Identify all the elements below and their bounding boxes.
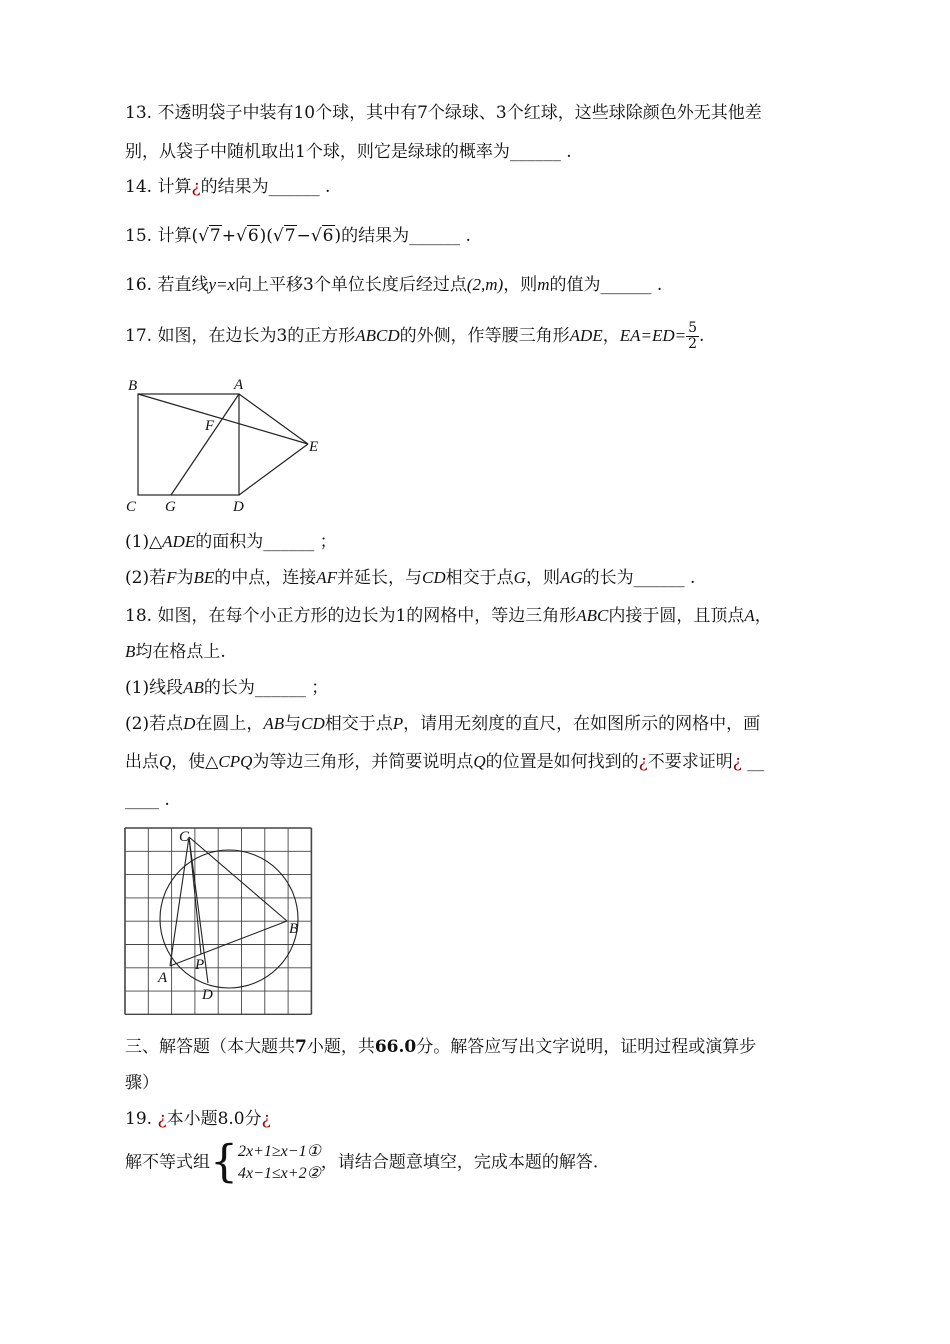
q19-title bbox=[125, 1107, 271, 1131]
q17-p1c: 的面积为______ ； bbox=[195, 532, 337, 552]
q13-line2: 别，从袋子中随机取出1个球，则它是绿球的概率为______ . bbox=[125, 142, 572, 162]
q15-a2: 7 bbox=[284, 226, 296, 246]
q19-post: ，请结合题意填空，完成本题的解答. bbox=[320, 1152, 599, 1173]
q18-p3a: 出点 bbox=[125, 752, 159, 772]
q18-part2-line3: ____ . bbox=[125, 790, 170, 810]
q18-line-AB bbox=[170, 921, 287, 966]
q17-p2CD: CD bbox=[422, 568, 446, 587]
q18-p2h: P bbox=[392, 714, 404, 733]
q18-line1 bbox=[125, 604, 772, 628]
q19-brace-icon: { bbox=[210, 1136, 238, 1188]
q19-ineq2: 4x−1≤x+2② bbox=[238, 1164, 321, 1182]
q18-p3f: Q bbox=[473, 752, 486, 771]
q15: 15. 计算(√7+√6)(√7−√6)的结果为______ . bbox=[125, 226, 471, 246]
q17-p2G: G bbox=[513, 568, 526, 587]
q18-p3i: 不要求证明 bbox=[647, 752, 733, 772]
q17-eq: EA=ED= bbox=[619, 326, 687, 345]
q18-p1a: (1)线段 bbox=[125, 678, 184, 698]
q17-t1: 17. 如图，在边长为3的正方形 bbox=[125, 326, 356, 346]
q18-p2e: 与 bbox=[284, 714, 302, 734]
q17-sq: ABCD bbox=[355, 326, 400, 345]
q14-before: 14. 计算 bbox=[125, 177, 192, 197]
q16-var: m bbox=[537, 275, 550, 294]
q17-t3: ， bbox=[602, 326, 620, 346]
q18-part2-line2 bbox=[125, 750, 764, 774]
q17-line-BE bbox=[138, 394, 308, 444]
q18-line-CA bbox=[170, 837, 189, 966]
s3-d: 66.0 bbox=[374, 1037, 417, 1057]
q17-p2F: F bbox=[166, 568, 177, 587]
q19-d: ¿ bbox=[261, 1109, 271, 1129]
q19-pre: 解不等式组 bbox=[125, 1152, 210, 1173]
q18-grid bbox=[125, 828, 311, 1014]
q18-label-C: C bbox=[179, 829, 190, 845]
section3-heading-line2: 骤） bbox=[125, 1073, 159, 1093]
q18-p2i: ，请用无刻度的直尺，在如图所示的网格中，画 bbox=[403, 714, 761, 734]
q19-system bbox=[125, 1136, 599, 1188]
q17-p1b: ADE bbox=[162, 532, 196, 551]
q16-t1: 16. 若直线 bbox=[125, 275, 209, 295]
q15-b1: 6 bbox=[247, 226, 259, 246]
q18-label-P: P bbox=[195, 957, 205, 973]
q18-p2g: 相交于点 bbox=[324, 714, 393, 734]
q18-p1c: 的长为______ ； bbox=[203, 678, 329, 698]
q15-a1: 7 bbox=[209, 226, 221, 246]
q18-p1b: AB bbox=[183, 678, 204, 697]
q17-figure bbox=[120, 372, 340, 518]
q18-part2 bbox=[125, 712, 760, 736]
q17-p2f: ，则 bbox=[525, 568, 560, 588]
q17-part2 bbox=[125, 566, 695, 590]
q15-num: 15. 计算 bbox=[125, 226, 192, 246]
section3-heading bbox=[125, 1035, 756, 1059]
q18-l1d: A bbox=[744, 606, 755, 625]
q18-label-B: B bbox=[289, 921, 299, 937]
q19-b: ¿ bbox=[157, 1109, 167, 1129]
q18-p3j: ¿ bbox=[732, 752, 742, 772]
q18-p3g: 的位置是如何找到的 bbox=[485, 752, 639, 772]
q17-t2: 的外侧，作等腰三角形 bbox=[399, 326, 570, 346]
q18-p3k: __ bbox=[741, 752, 765, 772]
q17-den: 2 bbox=[688, 336, 697, 352]
q14-after: 的结果为______ . bbox=[200, 177, 331, 197]
q17-label-C: C bbox=[126, 499, 137, 515]
s3-b: 7 bbox=[295, 1037, 307, 1057]
q16-t2: 向上平移3个单位长度后经过点 bbox=[235, 275, 467, 295]
q15-tail: 的结果为______ . bbox=[341, 226, 471, 246]
q17-p2b: 为 bbox=[176, 568, 194, 588]
q17-label-D: D bbox=[233, 499, 244, 515]
q16-eq: y=x bbox=[208, 275, 236, 294]
q18-label-D: D bbox=[202, 987, 213, 1003]
q18-line-CB bbox=[189, 837, 287, 921]
q18-p2c: 在圆上， bbox=[195, 714, 264, 734]
q18-l2b: 均在格点上. bbox=[135, 642, 226, 662]
q17-p1a: (1)△ bbox=[125, 532, 163, 552]
q17-label-A: A bbox=[234, 377, 244, 393]
q17-num: 5 bbox=[688, 320, 697, 336]
q17-part1 bbox=[125, 530, 337, 554]
q19-ineq1: 2x+1≥x−1① bbox=[238, 1142, 321, 1160]
q17-p2BE: BE bbox=[193, 568, 215, 587]
q18-line2 bbox=[125, 640, 226, 664]
q16-t3: ，则 bbox=[503, 275, 538, 295]
q19-inequalities bbox=[238, 1141, 321, 1185]
q17-p2a: (2)若 bbox=[125, 568, 167, 588]
q19-c: 本小题8.0分 bbox=[166, 1109, 262, 1129]
s3-a: 三、解答题（本大题共 bbox=[125, 1037, 295, 1057]
q17-line-DE bbox=[239, 444, 308, 495]
q18-l1e: ， bbox=[754, 606, 772, 626]
q17-p2AF: AF bbox=[316, 568, 338, 587]
q17-label-E: E bbox=[309, 439, 319, 455]
q18-l1c: 内接于圆，且顶点 bbox=[608, 606, 745, 626]
q16 bbox=[125, 273, 662, 297]
q18-p3d: CPQ bbox=[218, 752, 253, 771]
q14 bbox=[125, 175, 330, 199]
q18-label-A: A bbox=[158, 970, 168, 986]
q18-p2f: CD bbox=[301, 714, 325, 733]
q16-t4: 的值为______ . bbox=[549, 275, 663, 295]
q13-line1: 13. 不透明袋子中装有10个球，其中有7个绿球、3个红球，这些球除颜色外无其他差 bbox=[125, 103, 762, 123]
q18-p2d: AB bbox=[263, 714, 285, 733]
q18-p3c: ，使△ bbox=[171, 752, 219, 772]
q18-p3h: ¿ bbox=[638, 752, 648, 772]
q19-a: 19. bbox=[125, 1109, 158, 1129]
q18-p3b: Q bbox=[159, 752, 172, 771]
q17-p2c: 的中点，连接 bbox=[214, 568, 317, 588]
q17-p2g: 的长为______ . bbox=[582, 568, 696, 588]
q18-part1 bbox=[125, 676, 328, 700]
s3-e: 分。解答应写出文字说明，证明过程或演算步 bbox=[416, 1037, 757, 1057]
q18-l2a: B bbox=[125, 642, 136, 661]
q17-line-AG bbox=[171, 394, 239, 495]
q14-mark: ¿ bbox=[191, 177, 201, 197]
q18-p2a: (2)若点 bbox=[125, 714, 184, 734]
q17-tri: ADE bbox=[569, 326, 603, 345]
q18-l1b: ABC bbox=[576, 606, 609, 625]
q17-end: . bbox=[699, 326, 705, 346]
q17-stem bbox=[125, 321, 704, 352]
q17-p2e: 相交于点 bbox=[445, 568, 514, 588]
q17-line-AE bbox=[239, 394, 308, 444]
q15-b2: 6 bbox=[322, 226, 334, 246]
q17-fraction bbox=[686, 321, 699, 352]
q17-p2d: 并延长，与 bbox=[337, 568, 423, 588]
q16-pt: (2,m) bbox=[466, 275, 504, 294]
s3-c: 小题，共 bbox=[306, 1037, 375, 1057]
q18-p3e: 为等边三角形，并简要说明点 bbox=[252, 752, 474, 772]
q17-label-G: G bbox=[165, 499, 176, 515]
q17-label-B: B bbox=[128, 378, 138, 394]
q17-p2AG: AG bbox=[559, 568, 583, 587]
q17-label-F: F bbox=[205, 418, 215, 434]
q18-p2b: D bbox=[183, 714, 196, 733]
q18-l1a: 18. 如图，在每个小正方形的边长为1的网格中，等边三角形 bbox=[125, 606, 577, 626]
q18-figure bbox=[122, 825, 314, 1015]
